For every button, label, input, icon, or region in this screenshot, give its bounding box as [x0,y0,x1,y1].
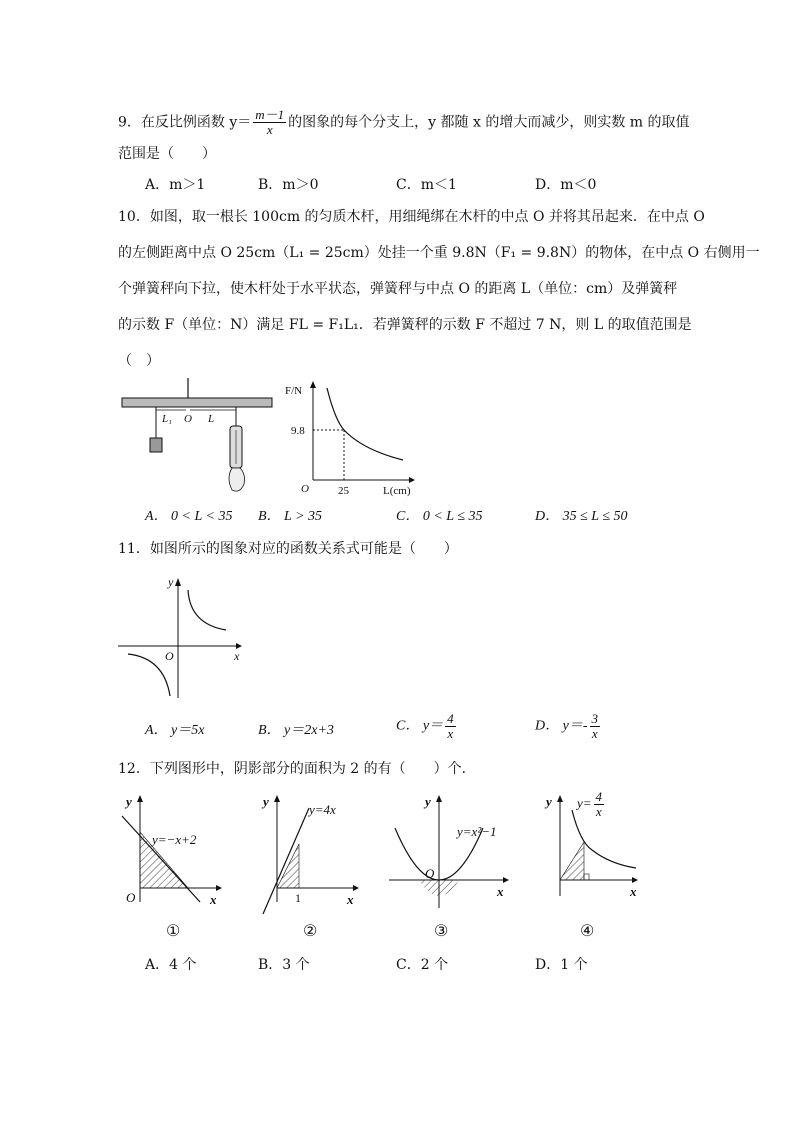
q10-line5: （ ） [118,353,160,369]
svg-text:x: x [347,892,354,907]
lever-l-label: L [208,413,215,425]
svg-text:x: x [210,892,217,907]
graph-y-9.8: 9.8 [291,425,305,437]
q12-fig1-num: ① [166,921,181,940]
q11-option-b: B． y＝2x+3 [258,723,334,738]
svg-text:x: x [497,884,504,899]
q11-graph [118,572,248,702]
q9-fraction: $\frac{m-1}{x}$ [255,107,285,137]
svg-text:y: y [546,794,552,809]
q10-line1: 10．如图，取一根长 100cm 的匀质木杆，用细绳绑在木杆的中点 O 并将其吊起来．在中点 O [118,209,705,225]
q11-origin: O [165,649,174,663]
svg-text:y: y [425,794,431,809]
q10-option-b: B． L > 35 [258,509,323,524]
q11-y-label: y [168,575,174,589]
q12-text: 12．下列图形中，阴影部分的面积为 2 的有（ ）个． [118,761,476,777]
q12-fig2-tick: 1 [295,891,301,905]
svg-text:O: O [126,890,136,905]
q9-option-a: A．m＞1 [145,177,206,193]
graph-ylabel: F/N [285,385,303,397]
q9-line2: 范围是（ ） [118,146,216,162]
q11-x-label: x [234,649,240,663]
q12-figure-3 [385,792,515,912]
q9-line1: 9．在反比例函数 y＝ $\frac{m-1}{x}$ 的图象的每个分支上，y 都随 x 的增大而减少，则实数 m 的取值 [118,107,690,137]
svg-text:y: y [126,794,132,809]
q12-fig2-label: y=4x [309,802,336,817]
q12-fig3-label: y=x²−1 [457,824,497,839]
q10-line2: 的左侧距离中点 O 25cm（L₁ = 25cm）处挂一个重 9.8N（F₁ = 9.8N）的物体，在中点 O 右侧用一 [118,245,760,261]
q12-figure-2 [255,792,365,912]
q12-fig3-num: ③ [434,921,449,940]
q12-fig2-num: ② [303,921,318,940]
lever-figure [120,378,280,498]
q12-option-d: D．1 个 [535,957,588,973]
graph-xlabel: L(cm) [383,485,411,497]
q9-option-d: D．m＜0 [535,177,597,193]
q12-fig1-label: y=−x+2 [152,832,197,847]
q12-fig4-label: y= $\frac{4}{x}$ [577,789,603,819]
svg-text:x: x [630,884,637,899]
graph-origin: O [301,483,309,495]
q12-option-c: C．2 个 [396,957,449,973]
q10-option-a: A． 0 < L < 35 [145,509,233,524]
svg-text:O: O [425,866,435,881]
q11-option-c: C． y＝ $\frac{4}{x}$ [396,711,454,741]
q10-line4: 的示数 F（单位：N）满足 FL = F₁L₁．若弹簧秤的示数 F 不超过 7 N，则 L 的取值范围是 [118,317,692,333]
q10-option-c: C． 0 < L ≤ 35 [396,509,483,524]
q11-option-a: A． y＝5x [145,723,205,738]
q12-fig4-num: ④ [580,921,595,940]
lever-l1-label: L₁ [162,413,172,425]
lever-o-label: O [184,413,192,425]
q12-option-b: B．3 个 [258,957,310,973]
q10-line3: 个弹簧秤向下拉，使木杆处于水平状态，弹簧秤与中点 O 的距离 L（单位：cm）及弹簧秤 [118,281,678,297]
q12-option-a: A．4 个 [145,957,197,973]
hyperbola-curve [327,388,403,460]
q12-figure-1 [118,792,228,912]
q11-option-d: D． y＝- $\frac{3}{x}$ [535,711,598,741]
q11-text: 11．如图所示的图象对应的函数关系式可能是（ ） [118,541,458,557]
q9-option-b: B．m＞0 [258,177,319,193]
q10-option-d: D． 35 ≤ L ≤ 50 [535,509,628,524]
force-length-graph [283,380,433,500]
graph-x-25: 25 [338,485,349,497]
q9-option-c: C．m＜1 [396,177,457,193]
svg-text:y: y [263,794,269,809]
